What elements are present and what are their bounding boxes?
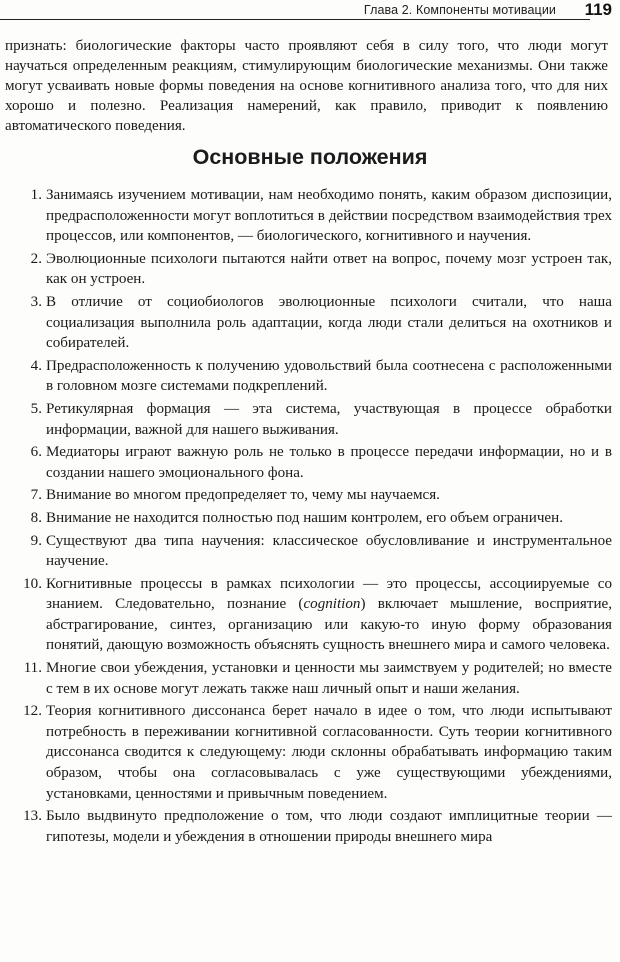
point-text-part: ) включает мышление, восприятие, абстрагирование, синтез, организацию или какую-то иную форму образования понятий, дающую возможность объяснять сущность внешнего мира и самого человека. bbox=[46, 596, 612, 654]
point-number: 12. bbox=[23, 703, 42, 720]
point-number: 11. bbox=[23, 660, 42, 677]
running-header bbox=[0, 0, 620, 22]
point-text: Было выдвинуто предположение о том, что люди создают имплицитные теории — гипотезы, модели и убеждения в отношении природы внешнего мира bbox=[46, 808, 612, 845]
point-number: 5. bbox=[30, 400, 42, 417]
key-point-5 bbox=[0, 399, 612, 440]
point-text: Ретикулярная формация — эта система, участвующая в процессе обработки информации, важной для нашего выживания. bbox=[46, 400, 612, 438]
intro-paragraph: признать: биологические факторы часто проявляют себя в силу того, что люди могут научаться определенным реакциям, стимулирующим биологические механизмы. Они также могут усваивать новые формы поведения на основе когнитивного анализа того, что для них хорошо и полезно. Реализация намерений, как правило, приводит к появлению автоматического поведения. bbox=[5, 38, 608, 134]
point-text: Существуют два типа научения: классическое обусловливание и инструментальное научение. bbox=[46, 532, 612, 570]
point-text-term: cognition bbox=[303, 596, 361, 613]
point-number: 6. bbox=[30, 444, 42, 461]
point-number: 1. bbox=[30, 187, 42, 203]
point-number: 4. bbox=[30, 357, 42, 374]
key-point-8 bbox=[0, 508, 612, 529]
point-text: В отличие от социобиологов эволюционные психологи считали, что наша социализация выполнила роль адаптации, когда люди стали делиться на охотников и собирателей. bbox=[46, 293, 612, 352]
point-text: Внимание во многом предопределяет то, чему мы научаемся. bbox=[46, 487, 440, 504]
key-point-13 bbox=[0, 806, 612, 847]
point-number: 10. bbox=[23, 575, 42, 592]
point-text: Эволюционные психологи пытаются найти ответ на вопрос, почему мозг устроен так, как он устроен. bbox=[46, 250, 612, 288]
header-rule bbox=[0, 19, 590, 20]
point-number: 7. bbox=[30, 487, 42, 504]
key-points-list bbox=[0, 185, 612, 849]
point-number: 2. bbox=[30, 250, 42, 267]
key-point-12 bbox=[0, 701, 612, 804]
key-point-9 bbox=[0, 531, 612, 572]
key-point-6 bbox=[0, 442, 612, 483]
key-point-2 bbox=[0, 249, 612, 290]
point-text: Теория когнитивного диссонанса берет начало в идее о том, что люди испытывают потребность в переживании когнитивной согласованности. Суть теории когнитивного диссонанса сводится к следующему: люди склонны обрабатывать информацию таким образом, чтобы она согласовывалась с уже существующими убеждениями, установками, ценностями и привычным поведением. bbox=[46, 703, 612, 802]
section-title: Основные положения bbox=[192, 145, 428, 169]
point-number: 3. bbox=[30, 293, 42, 310]
key-point-11 bbox=[0, 658, 612, 699]
point-text: Предрасположенность к получению удовольствий была соотнесена с расположенными в головном мозге системами подкреплений. bbox=[46, 357, 612, 395]
key-point-1 bbox=[0, 185, 612, 247]
point-text: Медиаторы играют важную роль не только в процессе передачи информации, но и в создании нашего эмоционального фона. bbox=[46, 444, 612, 481]
point-text: Внимание не находится полностью под нашим контролем, его объем ограничен. bbox=[46, 509, 563, 526]
chapter-title: Глава 2. Компоненты мотивации bbox=[360, 3, 556, 17]
key-point-4 bbox=[0, 356, 612, 397]
key-point-3 bbox=[0, 292, 612, 354]
point-text bbox=[46, 576, 612, 654]
point-number: 8. bbox=[30, 509, 42, 526]
page-number: 119 bbox=[584, 0, 612, 19]
point-text-part: Когнитивные процессы в рамках психологии — это процессы, ассоциируемые со знанием. Следовательно, познание ( bbox=[46, 575, 612, 613]
point-text: Занимаясь изучением мотивации, нам необходимо понять, каким образом диспозиции, предрасположенности могут воплотиться в действии посредством взаимодействия трех процессов, или компонентов, — биологического, когнитивного и научения. bbox=[46, 187, 612, 245]
point-number: 9. bbox=[30, 532, 42, 549]
point-text: Многие свои убеждения, установки и ценности мы заимствуем у родителей; но вместе с тем в их основе могут лежать также наш личный опыт и наши желания. bbox=[46, 660, 612, 697]
point-number: 13. bbox=[23, 808, 42, 825]
key-point-7 bbox=[0, 485, 612, 506]
key-point-10 bbox=[0, 574, 612, 656]
